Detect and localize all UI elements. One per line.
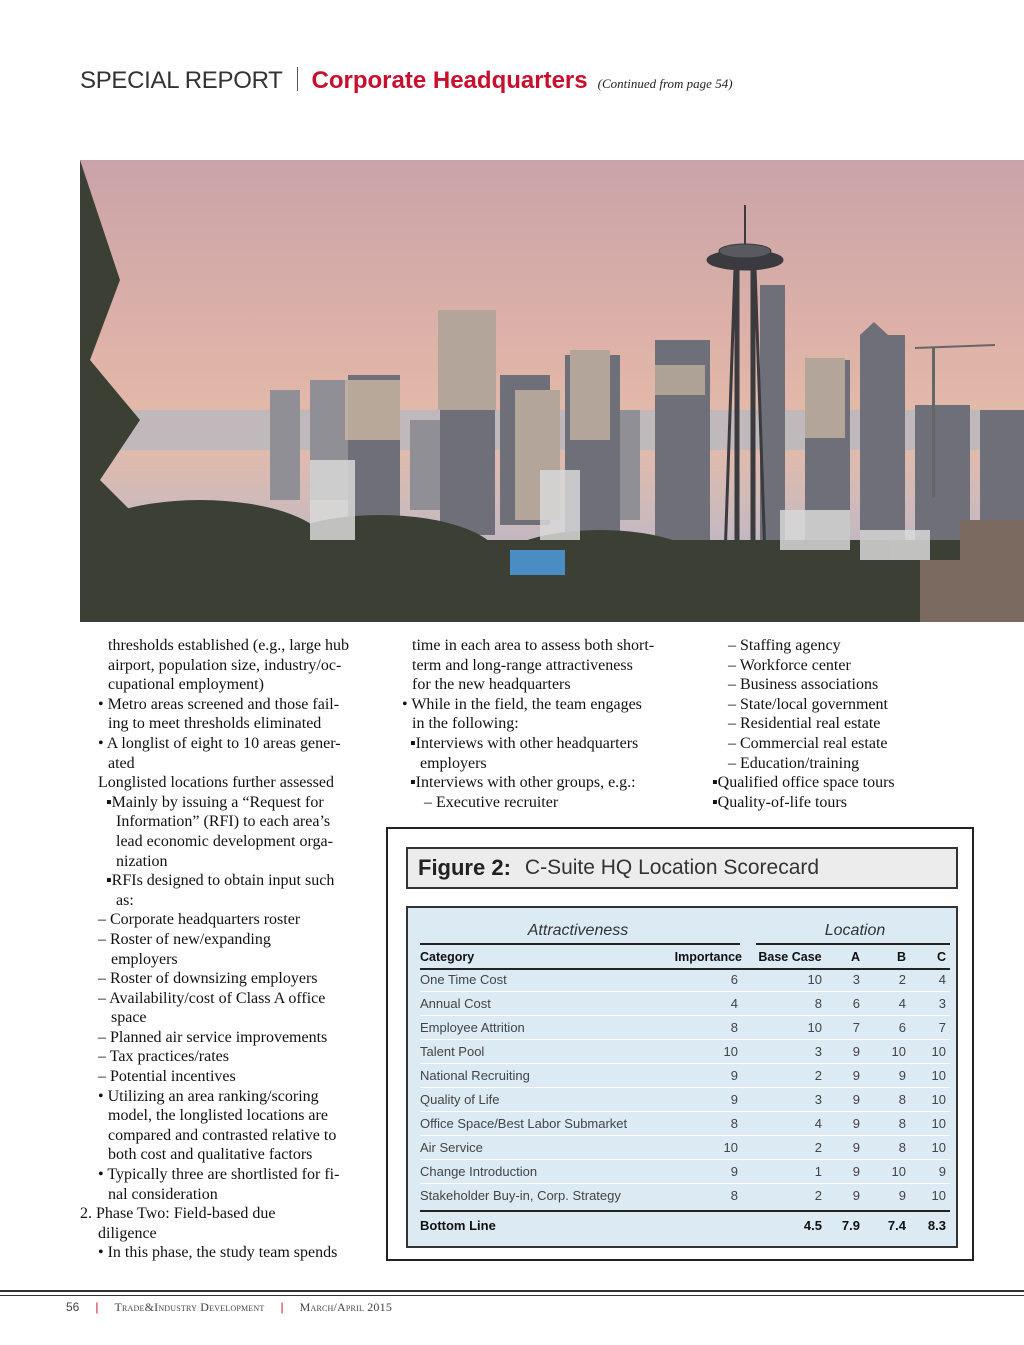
cell-category: Annual Cost — [420, 996, 491, 1011]
cell-a: 7.9 — [841, 1218, 860, 1233]
table-row — [420, 1040, 950, 1064]
cell-base: 2 — [814, 1188, 822, 1203]
page-header — [80, 64, 733, 96]
figure-name: C-Suite HQ Location Scorecard — [524, 856, 820, 879]
col-header-base-case: Base Case — [758, 950, 822, 964]
text-line: lead economic development orga- — [116, 832, 333, 850]
text-column-2 — [402, 636, 682, 812]
cell-category: National Recruiting — [420, 1068, 530, 1083]
cell-base: 1 — [814, 1164, 822, 1179]
footer-separator: | — [280, 1300, 284, 1314]
cell-base: 2 — [814, 1068, 822, 1083]
attractiveness-rule — [420, 943, 740, 945]
cell-c: 10 — [931, 1044, 946, 1059]
text-line: • Utilizing an area ranking/scoring — [98, 1087, 319, 1105]
cell-a: 9 — [852, 1164, 860, 1179]
text-line: • A longlist of eight to 10 areas gener- — [98, 734, 341, 752]
bottom-line-row — [420, 1214, 950, 1238]
cell-c: 9 — [938, 1164, 946, 1179]
text-line: ▪Quality-of-life tours — [712, 793, 847, 811]
col-header-b: B — [896, 950, 906, 964]
col-header-c: C — [936, 950, 946, 964]
cell-a: 7 — [852, 1020, 860, 1035]
text-line: – Roster of downsizing employers — [98, 970, 318, 988]
issue-date: March/April 2015 — [299, 1300, 393, 1314]
text-line: employers — [111, 950, 178, 968]
cell-category: Quality of Life — [420, 1092, 500, 1107]
text-line: – State/local government — [728, 695, 888, 713]
text-line: Information” (RFI) to each area’s — [116, 813, 331, 831]
article-title: Corporate Headquarters — [311, 67, 588, 94]
cell-a: 9 — [852, 1068, 860, 1083]
text-line: 2. Phase Two: Field-based due — [80, 1205, 276, 1223]
table-row — [420, 1016, 950, 1040]
attractiveness-group-header: Attractiveness — [527, 922, 629, 939]
table-row — [420, 1088, 950, 1112]
cell-b: 4 — [898, 996, 906, 1011]
section-label: SPECIAL REPORT — [80, 67, 283, 94]
cell-category: Talent Pool — [420, 1044, 485, 1059]
cell-base: 4.5 — [803, 1218, 822, 1233]
cell-base: 10 — [807, 1020, 822, 1035]
text-line: term and long-range attractiveness — [412, 656, 633, 674]
figure-label: Figure 2: — [418, 855, 511, 880]
text-line: in the following: — [412, 715, 519, 733]
cell-importance: 9 — [730, 1092, 738, 1107]
cell-base: 8 — [814, 996, 822, 1011]
cell-importance: 9 — [730, 1164, 738, 1179]
cell-category: Air Service — [420, 1140, 483, 1155]
publication-name: Trade&Industry Development — [114, 1300, 265, 1314]
text-line: space — [111, 1009, 147, 1027]
cell-importance: 6 — [730, 972, 738, 987]
text-line: cupational employment) — [108, 676, 264, 694]
table-row — [420, 1064, 950, 1088]
text-line: – Business associations — [728, 676, 879, 694]
continued-note: (Continued from page 54) — [597, 76, 733, 91]
cell-c: 10 — [931, 1188, 946, 1203]
text-line: model, the longlisted locations are — [108, 1107, 328, 1125]
text-line: – Commercial real estate — [728, 734, 888, 752]
location-group-header: Location — [824, 922, 886, 939]
cell-b: 8 — [898, 1116, 906, 1131]
text-line: – Roster of new/expanding — [98, 930, 271, 948]
table-row — [420, 992, 950, 1016]
cell-category: Stakeholder Buy-in, Corp. Strategy — [420, 1188, 621, 1203]
text-line: – Executive recruiter — [424, 793, 559, 811]
cell-a: 3 — [852, 972, 860, 987]
cell-b: 10 — [891, 1164, 906, 1179]
cell-c: 10 — [931, 1092, 946, 1107]
text-line: – Tax practices/rates — [98, 1048, 229, 1066]
table-header-row — [420, 948, 950, 970]
cell-base: 2 — [814, 1140, 822, 1155]
col-header-a: A — [850, 950, 860, 964]
text-line: ▪Qualified office space tours — [712, 774, 895, 792]
skyline-illustration — [80, 160, 1024, 622]
text-line: – Staffing agency — [728, 637, 841, 654]
cell-b: 2 — [898, 972, 906, 987]
table-row — [420, 1160, 950, 1184]
col-header-category: Category — [420, 950, 475, 964]
footer-rule-thin — [0, 1295, 1024, 1296]
col-header-importance: Importance — [674, 950, 742, 964]
cell-c: 10 — [931, 1140, 946, 1155]
text-line: for the new headquarters — [412, 676, 571, 694]
text-line: – Potential incentives — [98, 1068, 236, 1086]
table-row — [420, 1112, 950, 1136]
text-column-3 — [712, 636, 992, 812]
text-line: ▪RFIs designed to obtain input such — [106, 872, 335, 890]
text-line: • Metro areas screened and those fail- — [98, 695, 340, 713]
cell-b: 9 — [898, 1068, 906, 1083]
text-line: – Planned air service improvements — [98, 1028, 328, 1046]
text-column-1 — [80, 636, 372, 1263]
cell-base: 10 — [807, 972, 822, 987]
text-line: nization — [116, 852, 168, 870]
figure-scorecard — [386, 827, 974, 1261]
cell-importance: 4 — [730, 996, 738, 1011]
table-row — [420, 1136, 950, 1160]
cell-b: 10 — [891, 1044, 906, 1059]
cell-b: 8 — [898, 1140, 906, 1155]
cell-base: 3 — [814, 1044, 822, 1059]
cell-base: 4 — [814, 1116, 822, 1131]
location-rule — [756, 943, 950, 945]
cell-b: 9 — [898, 1188, 906, 1203]
cell-importance: 9 — [730, 1068, 738, 1083]
text-line: ing to meet thresholds eliminated — [108, 715, 322, 733]
text-line: Longlisted locations further assessed — [98, 774, 334, 792]
cell-c: 10 — [931, 1116, 946, 1131]
text-line: • While in the field, the team engages — [402, 695, 642, 713]
cell-a: 9 — [852, 1188, 860, 1203]
text-line: ated — [108, 754, 135, 772]
table-row — [420, 968, 950, 992]
text-line: diligence — [98, 1224, 157, 1242]
cell-c: 7 — [938, 1020, 946, 1035]
cell-category: Employee Attrition — [420, 1020, 525, 1035]
cell-category: One Time Cost — [420, 972, 507, 987]
cell-category: Office Space/Best Labor Submarket — [420, 1116, 628, 1131]
text-line: – Residential real estate — [728, 715, 881, 733]
text-line: employers — [420, 754, 487, 772]
page-number: 56 — [66, 1300, 80, 1314]
text-line: thresholds established (e.g., large hub — [108, 637, 349, 654]
cell-a: 9 — [852, 1044, 860, 1059]
cell-category: Change Introduction — [420, 1164, 538, 1179]
text-line: – Education/training — [728, 754, 860, 772]
cell-base: 3 — [814, 1092, 822, 1107]
text-line: as: — [116, 891, 134, 909]
cell-importance: 8 — [730, 1188, 738, 1203]
footer-separator: | — [95, 1300, 99, 1314]
cell-b: 8 — [898, 1092, 906, 1107]
cell-c: 8.3 — [927, 1218, 946, 1233]
scorecard-table — [406, 906, 958, 1248]
text-line: nal consideration — [108, 1185, 218, 1203]
text-line: ▪Interviews with other groups, e.g.: — [410, 774, 636, 792]
text-line: time in each area to assess both short- — [412, 637, 655, 654]
text-line: ▪Mainly by issuing a “Request for — [106, 793, 324, 811]
text-line: airport, population size, industry/oc- — [108, 656, 342, 674]
text-line: both cost and qualitative factors — [108, 1146, 313, 1164]
cell-a: 9 — [852, 1140, 860, 1155]
cell-importance: 10 — [723, 1044, 738, 1059]
cell-b: 7.4 — [887, 1218, 906, 1233]
cell-c: 3 — [938, 996, 946, 1011]
cell-a: 9 — [852, 1092, 860, 1107]
skyline-photo — [80, 160, 1024, 622]
cell-importance: 8 — [730, 1020, 738, 1035]
cell-category: Bottom Line — [420, 1218, 496, 1233]
cell-a: 9 — [852, 1116, 860, 1131]
cell-importance: 8 — [730, 1116, 738, 1131]
table-row — [420, 1184, 950, 1208]
text-line: – Availability/cost of Class A office — [98, 989, 326, 1007]
cell-importance: 10 — [723, 1140, 738, 1155]
cell-a: 6 — [852, 996, 860, 1011]
cell-b: 6 — [898, 1020, 906, 1035]
figure-title-bar — [406, 847, 958, 889]
footer-rule — [0, 1290, 1024, 1292]
header-separator — [297, 67, 298, 91]
text-line: – Workforce center — [728, 656, 851, 674]
cell-c: 4 — [938, 972, 946, 987]
text-line: – Corporate headquarters roster — [98, 911, 301, 929]
page-footer — [66, 1300, 392, 1315]
text-line: • Typically three are shortlisted for fi- — [98, 1166, 340, 1184]
text-line: ▪Interviews with other headquarters — [410, 734, 639, 752]
bottom-line-rule — [420, 1210, 950, 1212]
text-line: compared and contrasted relative to — [108, 1126, 337, 1144]
cell-c: 10 — [931, 1068, 946, 1083]
text-line: • In this phase, the study team spends — [98, 1244, 338, 1262]
